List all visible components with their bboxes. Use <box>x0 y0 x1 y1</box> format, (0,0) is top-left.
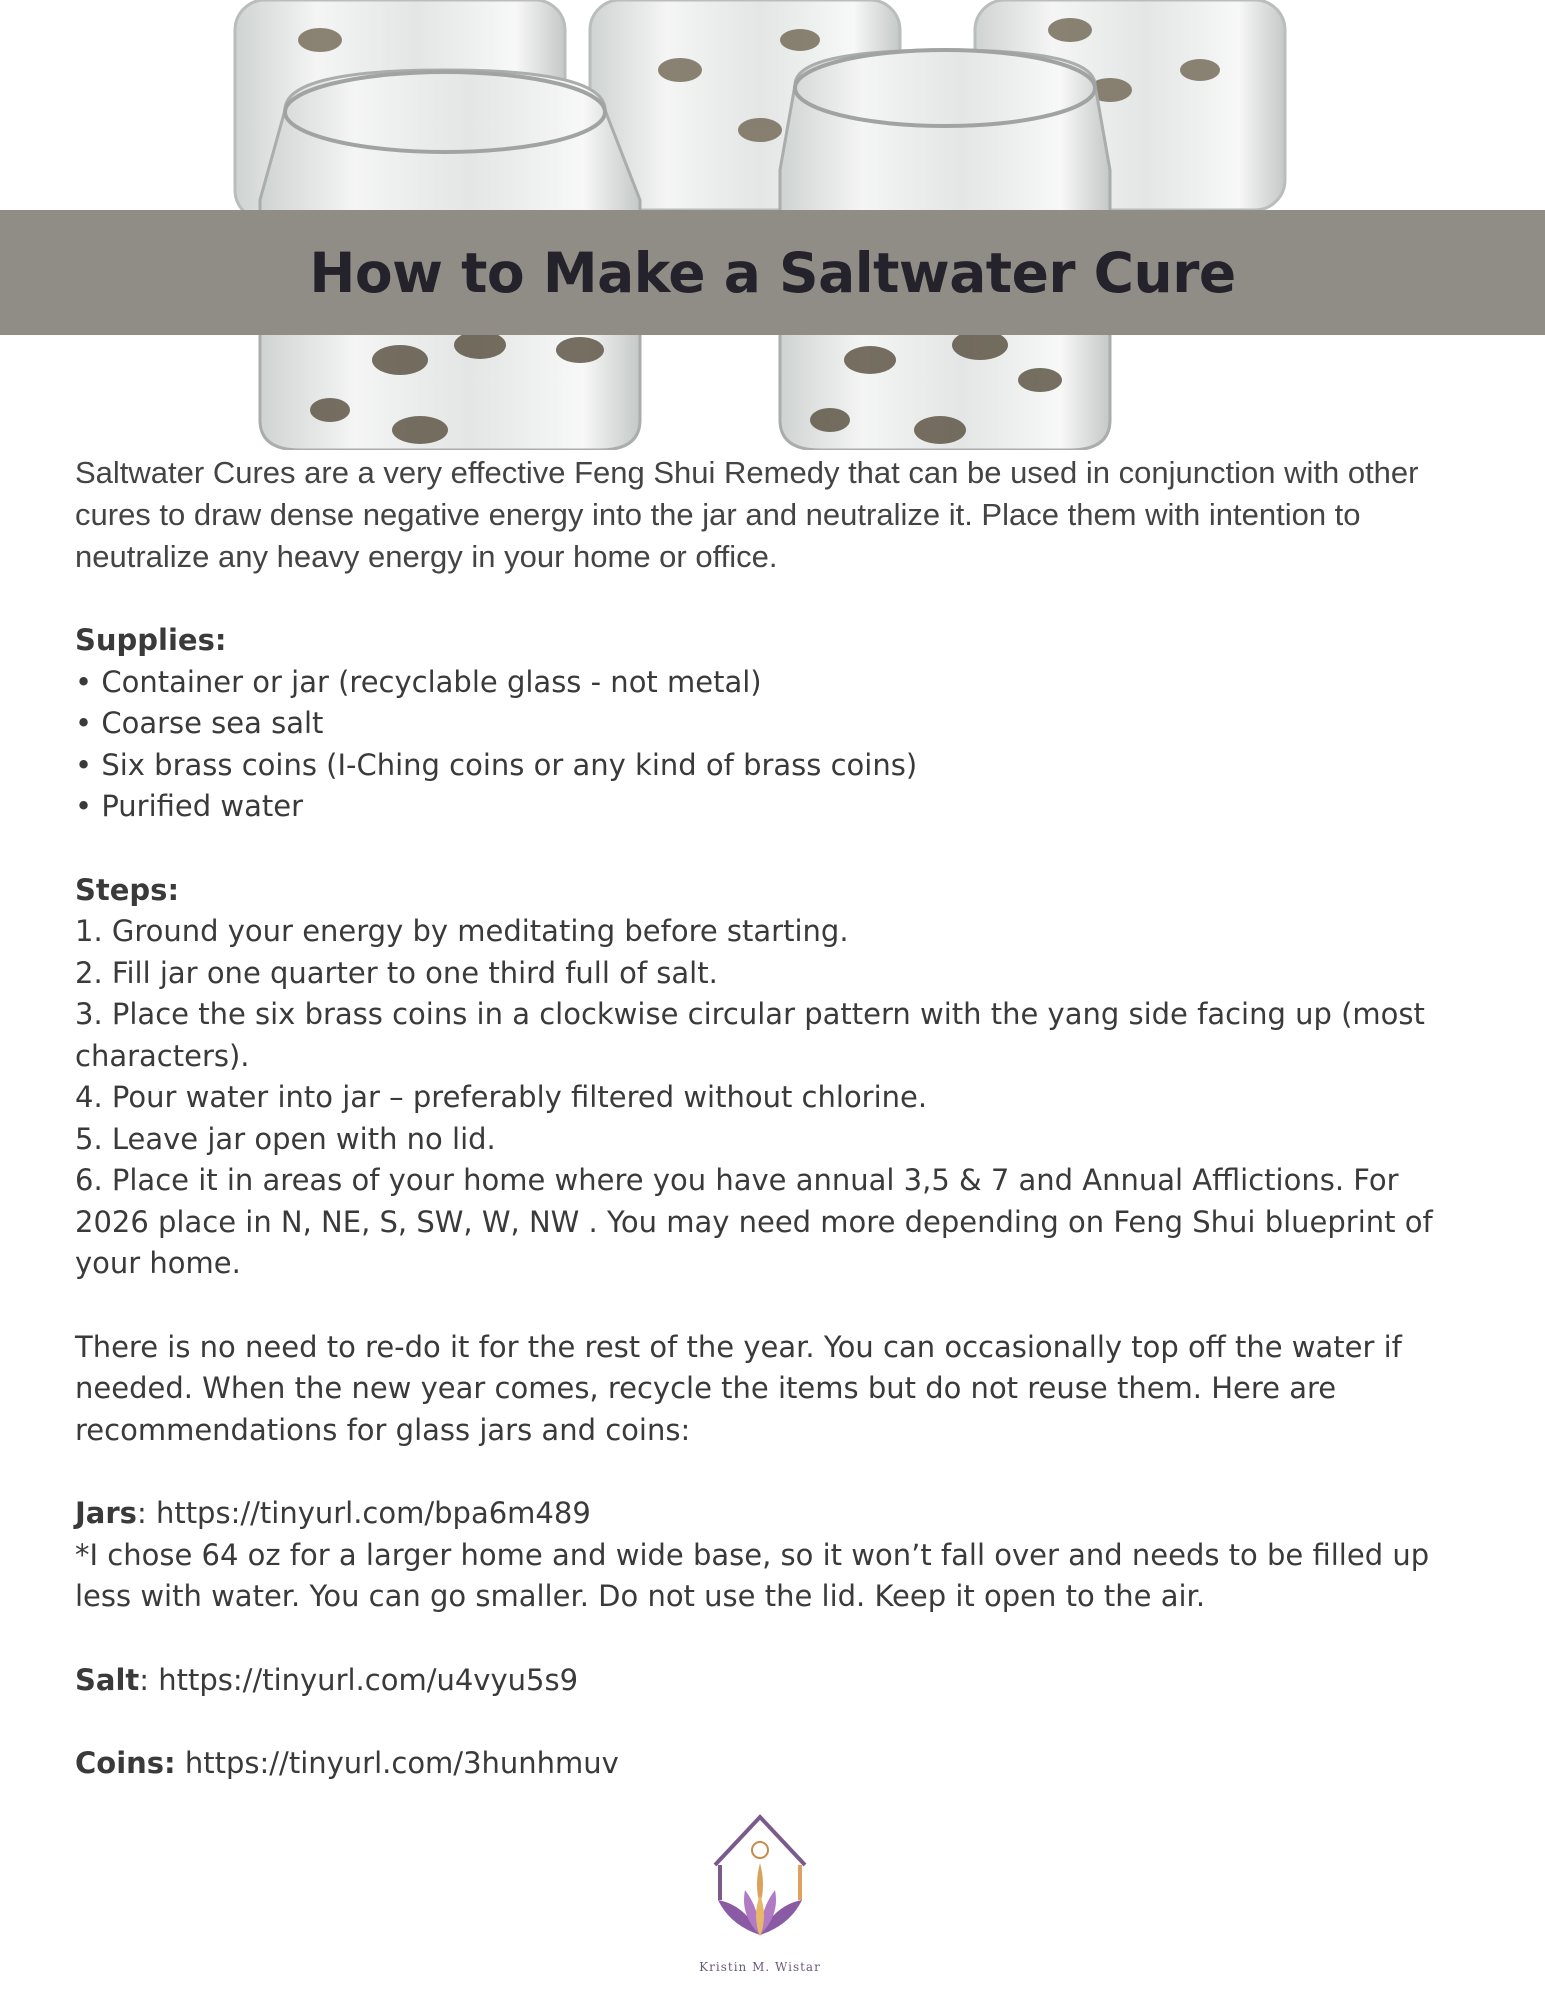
step-item: 2. Fill jar one quarter to one third full of salt. <box>75 955 718 990</box>
step-item: 4. Pour water into jar – preferably filtered without chlorine. <box>75 1080 928 1114</box>
salt-link[interactable]: https://tinyurl.com/u4vyu5s9 <box>158 1662 579 1697</box>
step-item: 6. Place it in areas of your home where you have annual 3,5 & 7 and Annual Afflictions. For 2026 place in N, NE, S, SW, W, NW . You may need more depending on Feng Shui blueprint of your home. <box>75 1163 1433 1280</box>
step-item: 3. Place the six brass coins in a clockwise circular pattern with the yang side facing up (most characters). <box>75 997 1425 1073</box>
steps-heading: Steps: <box>75 872 180 907</box>
steps-section <box>75 870 1475 1285</box>
supply-item: • Coarse sea salt <box>75 706 324 740</box>
jars-comment: *I chose 64 oz for a larger home and wide base, so it won’t fall over and needs to be filled up less with water. You can go smaller. Do not use the lid. Keep it open to the air. <box>75 1537 1430 1613</box>
step-item: 5. Leave jar open with no lid. <box>75 1121 496 1156</box>
lotus-house-logo-icon <box>700 1805 820 1980</box>
supply-item: • Container or jar (recyclable glass - not metal) <box>75 664 762 699</box>
logo-name: Kristin M. Wistar <box>699 1960 821 1974</box>
salt-section: Salt: https://tinyurl.com/u4vyu5s9 <box>75 1662 579 1697</box>
article-body <box>75 452 1475 1785</box>
hero-jars-photo <box>0 0 1545 450</box>
coins-section <box>75 1743 1475 1785</box>
page-title: How to Make a Saltwater Cure <box>309 240 1236 305</box>
salt-label: Salt <box>75 1662 140 1697</box>
supply-item: • Purified water <box>75 789 304 823</box>
note-paragraph: There is no need to re-do it for the rest of the year. You can occasionally top off the water if needed. When the new year comes, recycle the items but do not reuse them. Here are recommendations for glass jars and coins: <box>75 1329 1402 1447</box>
supplies-heading: Supplies: <box>75 623 227 657</box>
supply-item: • Six brass coins (I-Ching coins or any kind of brass coins) <box>75 747 918 782</box>
coins-link[interactable]: https://tinyurl.com/3hunhmuv <box>184 1746 619 1780</box>
jars-section: Jars: https://tinyurl.com/bpa6m489 *I chose 64 oz for a larger home and wide base, so it won’t fall over and needs to be filled up less with water. You can go smaller. Do not use the lid. Keep it open to the air. <box>75 1493 1475 1618</box>
jars-label: Jars <box>75 1496 137 1530</box>
title-banner <box>0 210 1545 335</box>
intro-paragraph: Saltwater Cures are a very effective Feng Shui Remedy that can be used in conjunction with other cures to draw dense negative energy into the jar and neutralize it. Place them with intention to neutralize any heavy energy in your home or office. <box>75 455 1419 574</box>
step-item: 1. Ground your energy by meditating before starting. <box>75 914 849 948</box>
supplies-section <box>75 620 1475 828</box>
coins-label: Coins: <box>75 1746 176 1780</box>
jars-link[interactable]: https://tinyurl.com/bpa6m489 <box>155 1496 591 1530</box>
